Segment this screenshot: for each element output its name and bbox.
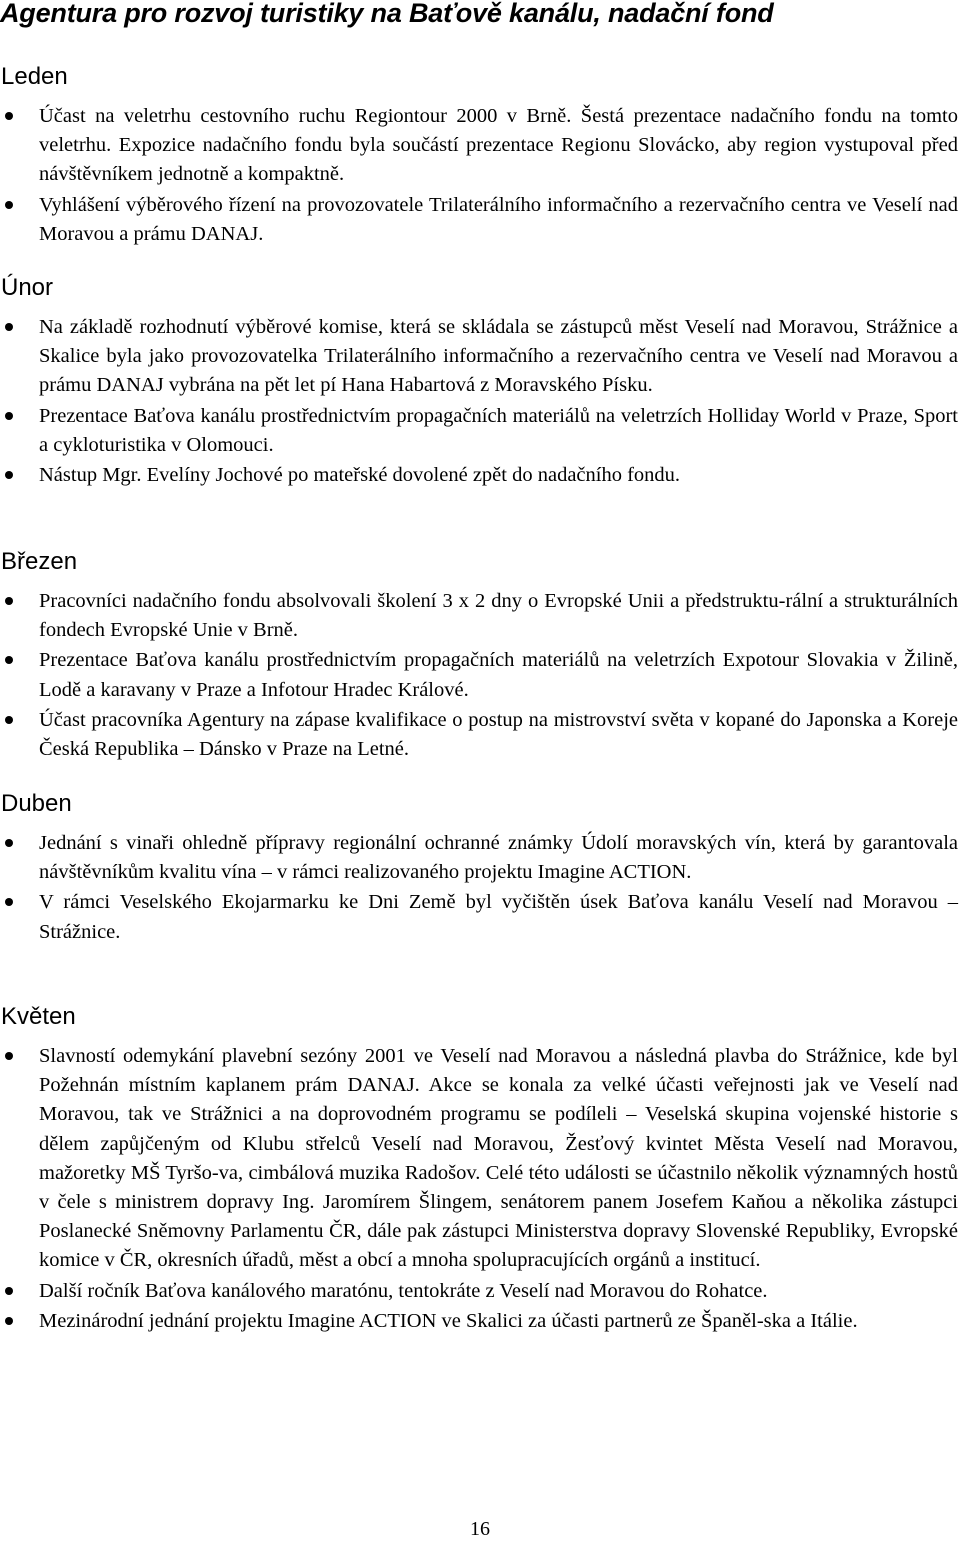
list-item-text: Další ročník Baťova kanálového maratónu, tentokráte z Veselí nad Moravou do Rohatce.	[39, 1279, 768, 1302]
bullet-icon	[5, 716, 13, 724]
list-item-text: Vyhlášení výběrového řízení na provozovatele Trilaterálního informačního a rezervačního centra ve Veselí nad Moravou a prámu DANAJ.	[39, 193, 958, 245]
section-duben	[0, 789, 958, 948]
bullet-icon	[5, 839, 13, 847]
bullet-icon	[5, 597, 13, 605]
month-heading: Duben	[1, 790, 72, 817]
bullet-icon	[5, 112, 13, 120]
list-item-text: Pracovníci nadačního fondu absolvovali školení 3 x 2 dny o Evropské Unii a předstruktu-rální a strukturálních fondech Evropské Unie v Brně.	[39, 590, 958, 642]
bullet-icon	[5, 1317, 13, 1325]
section-unor	[0, 273, 958, 491]
bullet-icon	[5, 412, 13, 420]
list-item	[0, 1277, 958, 1306]
list-item	[0, 829, 958, 887]
list-item-text: Jednání s vinaři ohledně přípravy regionální ochranné známky Údolí moravských vín, která by garantovala návštěvníkům kvalitu vína – v rámci realizovaného projektu Imagine ACTION.	[39, 832, 958, 884]
list-item-text: Účast na veletrhu cestovního ruchu Regiontour 2000 v Brně. Šestá prezentace nadačního fondu na tomto veletrhu. Expozice nadačního fondu byla součástí prezentace Regionu Slovácko, aby region vystupoval před návštěvníkem jednotně a kompaktně.	[39, 105, 958, 186]
bullet-icon	[5, 898, 13, 906]
month-heading: Leden	[1, 63, 68, 90]
bullet-icon	[5, 201, 13, 209]
list-item-text: Prezentace Baťova kanálu prostřednictvím propagačních materiálů na veletrzích Expotour Slovakia v Žilině, Lodě a karavany v Praze a Infotour Hradec Králové.	[39, 649, 958, 701]
bullet-icon	[5, 656, 13, 664]
list-item	[0, 646, 958, 704]
bullet-icon	[5, 1287, 13, 1295]
bullet-icon	[5, 323, 13, 331]
list-item	[0, 313, 958, 401]
page-number: 16	[470, 1518, 490, 1540]
item-list	[0, 313, 958, 490]
list-item	[0, 706, 958, 764]
list-item	[0, 1307, 958, 1336]
list-item-text: Prezentace Baťova kanálu prostřednictvím propagačních materiálů na veletrzích Holliday World v Praze, Sport a cykloturistika v Olomouci.	[39, 404, 958, 456]
item-list	[0, 102, 958, 249]
bullet-icon	[5, 471, 13, 479]
list-item	[0, 461, 958, 490]
document-title: Agentura pro rozvoj turistiky na Baťově kanálu, nadační fond	[0, 0, 774, 28]
list-item	[0, 888, 958, 946]
list-item	[0, 102, 958, 190]
list-item-text: Mezinárodní jednání projektu Imagine ACTION ve Skalici za účasti partnerů ze Španěl-ska a Itálie.	[39, 1309, 858, 1332]
list-item-text: Účast pracovníka Agentury na zápase kvalifikace o postup na mistrovství světa v kopané do Japonska a Koreje Česká Republika – Dánsko v Praze na Letné.	[39, 708, 958, 761]
month-heading: Březen	[1, 548, 78, 575]
list-item-text: Slavností odemykání plavební sezóny 2001 ve Veselí nad Moravou a následná plavba do Strážnice, kde byl Požehnán místním kaplanem prám DANAJ. Akce se konala za velké účasti veřejnosti jak ve Veselí nad Moravou, tak ve Strážnici a na doprovodném programu se podíleli – Veselská skupina vojenské historie s dělem zapůjčeným od Klubu střelců Veselí nad Moravou, Žesťový kvintet Města Veselí nad Moravou, mažoretky MŠ Tyršo-va, cimbálová muzika Radošov. Celé této události se účastnilo několik významných hostů v čele s ministrem dopravy Ing. Jaromírem Šlingem, senátorem panem Josefem Kaňou a několika zástupci Poslanecké Sněmovny Parlamentu ČR, dále pak zástupci Ministerstva dopravy Slovenské Republiky, Evropské komice v ČR, okresních úřadů, měst a obcí a mnoha spolupracujících orgánů a institucí.	[39, 1045, 958, 1272]
section-brezen	[0, 547, 958, 765]
section-leden	[0, 62, 958, 250]
month-heading: Květen	[1, 1003, 76, 1030]
list-item	[0, 402, 958, 460]
month-heading: Únor	[1, 274, 54, 301]
item-list	[0, 829, 958, 947]
bullet-icon	[5, 1052, 13, 1060]
list-item	[0, 587, 958, 645]
item-list	[0, 587, 958, 764]
item-list	[0, 1042, 958, 1336]
list-item	[0, 1042, 958, 1276]
list-item-text: Na základě rozhodnutí výběrové komise, která se skládala se zástupců měst Veselí nad Moravou, Strážnice a Skalice byla jako provozovatelka Trilaterálního informačního a rezervačního centra ve Veselí nad Moravou a prámu DANAJ vybrána na pět let pí Hana Habartová z Moravského Písku.	[39, 316, 958, 397]
list-item	[0, 191, 958, 249]
list-item-text: V rámci Veselského Ekojarmarku ke Dni Země byl vyčištěn úsek Baťova kanálu Veselí nad Moravou – Strážnice.	[39, 891, 958, 943]
section-kveten	[0, 1002, 958, 1337]
list-item-text: Nástup Mgr. Evelíny Jochové po mateřské dovolené zpět do nadačního fondu.	[39, 464, 681, 487]
